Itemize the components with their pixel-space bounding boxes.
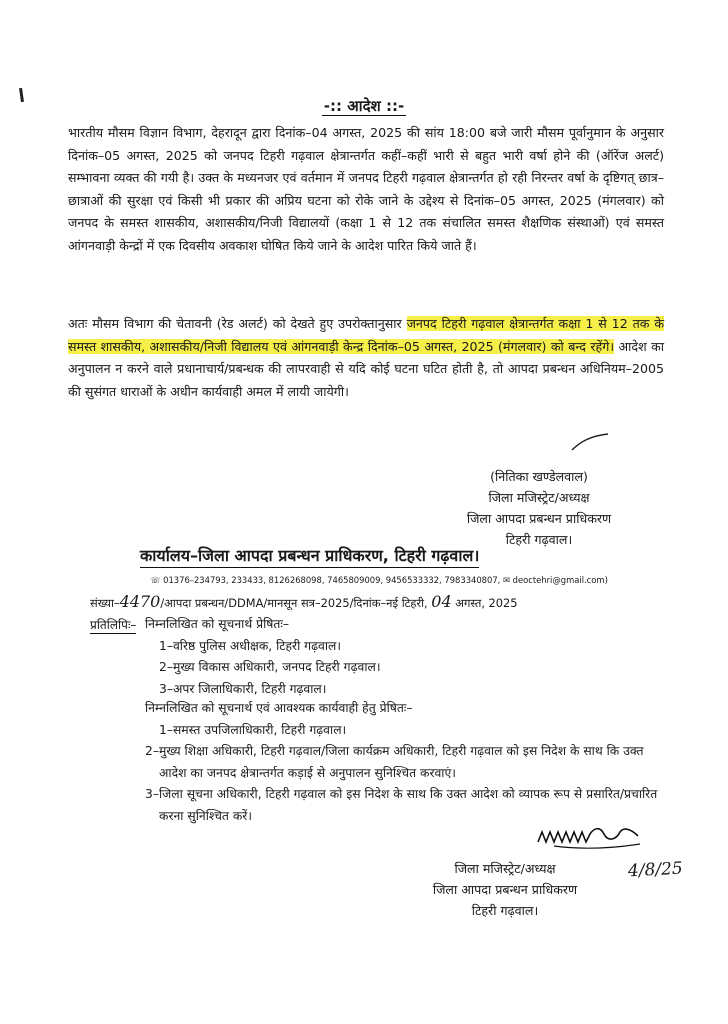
list-item: 2–मुख्य शिक्षा अधिकारी, टिहरी गढ़वाल/जिला कार्यक्रम अधिकारी, टिहरी गढ़वाल को इस निदेश के साथ कि उक्त आदेश का जनपद क्षेत्रान्तर्गत कड़ाई से अनुपालन सुनिश्चित करवाएं। (145, 744, 644, 780)
info-list (145, 614, 660, 700)
reference-number: 4470 (119, 592, 161, 611)
order-paragraph-1: भारतीय मौसम विज्ञान विभाग, देहरादून द्वारा दिनांक–04 अगस्त, 2025 की सांय 18:00 बजे जारी मौसम पूर्वानुमान के अनुसार दिनांक–05 अगस्त, 2025 को जनपद टिहरी गढ़वाल क्षेत्रान्तर्गत कहीं–कहीं भारी से बहुत भारी वर्षा होने की (ऑरेंज अलर्ट) सम्भावना व्यक्त की गयी है। उक्त के मध्यनजर एवं वर्तमान में जनपद टिहरी गढ़वाल क्षेत्रान्तर्गत हो रही निरन्तर वर्षा के दृष्टिगत् छात्र–छात्राओं की सुरक्षा एवं किसी भी प्रकार की अप्रिय घटना को रोके जाने के उद्देश्य से दिनांक–05 अगस्त, 2025 (मंगलवार) को जनपद के समस्त शासकीय, अशासकीय/निजी विद्यालयों (कक्षा 1 से 12 तक संचालित समस्त शैक्षणिक संस्थाओं) एवं समस्त आंगनवाड़ी केन्द्रों में एक दिवसीय अवकाश घोषित किये जाने के आदेश पारित किये जाते हैं। (68, 125, 664, 253)
signatory2-authority: जिला आपदा प्रबन्धन प्राधिकरण (432, 882, 578, 897)
reference-middle: /आपदा प्रबन्धन/DDMA/मानसून सत्र–2025/दिनांक–नई टिहरी, (160, 596, 428, 610)
paragraph-2-start: अतः मौसम विभाग की चेतावनी (रेड अलर्ट) को देखते हुए उपरोक्तानुसार (68, 316, 407, 331)
signatory-designation: जिला मजिस्ट्रेट/अध्यक्ष (488, 490, 590, 505)
office-heading: कार्यालय–जिला आपदा प्रबन्धन प्राधिकरण, टिहरी गढ़वाल। (140, 544, 479, 568)
reference-prefix: संख्या– (90, 596, 120, 610)
order-paragraph-2 (68, 313, 664, 403)
reference-line (90, 592, 650, 611)
signatory-block (434, 466, 644, 550)
copy-label: प्रतिलिपिः– (90, 618, 137, 632)
reference-suffix: अगस्त, 2025 (455, 596, 518, 610)
signatory-block-2 (400, 858, 610, 921)
action-heading: निम्नलिखित को सूचनार्थ एवं आवश्यक कार्यवाही हेतु प्रेषितः– (145, 701, 413, 715)
handwritten-signature (534, 820, 644, 854)
signature-flourish (570, 432, 610, 452)
paragraph-2-end: आदेश का अनुपालन न करने वाले प्रधानाचार्य/प्रबन्धक की लापरवाही से यदि कोई घटना घटित होती है, तो आपदा प्रबन्धन अधिनियम–2005 की सुसंगत धाराओं के अधीन कार्यवाही अमल में लायी जायेगी। (68, 338, 664, 399)
list-item: 1–समस्त उपजिलाधिकारी, टिहरी गढ़वाल। (159, 722, 347, 737)
list-item: 3–अपर जिलाधिकारी, टिहरी गढ़वाल। (159, 681, 327, 696)
order-title: -:: आदेश ::- (323, 97, 405, 115)
handwritten-date: 4/8/25 (627, 858, 684, 882)
signatory2-designation: जिला मजिस्ट्रेट/अध्यक्ष (454, 861, 556, 876)
contact-line: ☏ 01376–234793, 233433, 8126268098, 7465809009, 9456533332, 7983340807, ✉ deoctehri@gmail.com) (150, 575, 608, 585)
signatory-location: टिहरी गढ़वाल। (505, 532, 573, 547)
reference-day: 04 (431, 592, 452, 611)
list-item: 3–जिला सूचना अधिकारी, टिहरी गढ़वाल को इस निदेश के साथ कि उक्त आदेश को व्यापक रूप से प्रसारित/प्रचारित करना सुनिश्चित करें। (145, 787, 658, 823)
signatory2-location: टिहरी गढ़वाल। (471, 903, 539, 918)
info-heading: निम्नलिखित को सूचनार्थ प्रेषितः– (145, 617, 290, 631)
signatory-authority: जिला आपदा प्रबन्धन प्राधिकरण (466, 511, 612, 526)
list-item: 2–मुख्य विकास अधिकारी, जनपद टिहरी गढ़वाल। (159, 660, 381, 674)
list-item: 1–वरिष्ठ पुलिस अधीक्षक, टिहरी गढ़वाल। (159, 638, 342, 653)
signatory-name: (नितिका खण्डेलवाल) (490, 469, 588, 484)
highlighted-order-text: जनपद टिहरी गढ़वाल क्षेत्रान्तर्गत कक्षा 1 से 12 तक के समस्त शासकीय, अशासकीय/निजी विद्यालय एवं आंगनवाड़ी केन्द्र दिनांक–05 अगस्त, 2025 (मंगलवार) को बन्द रहेंगे। (68, 316, 664, 354)
action-list (145, 698, 660, 827)
